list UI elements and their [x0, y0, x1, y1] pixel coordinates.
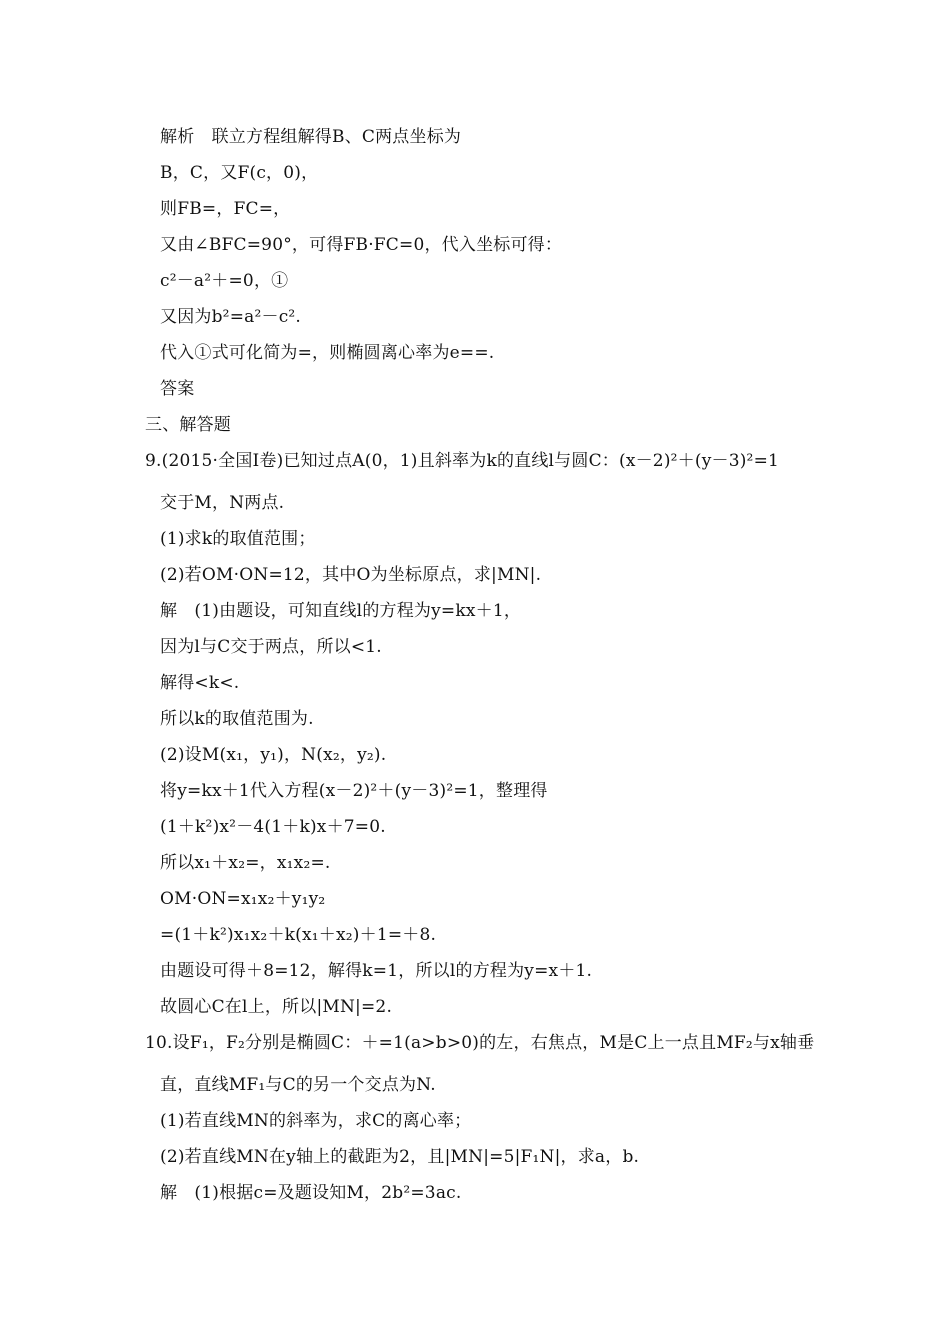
problem-9-statement-1: 9.(2015·全国Ⅰ卷)已知过点A(0，1)且斜率为k的直线l与圆C：(x－2)²＋(y－3)²=1 [145, 451, 780, 471]
problem-9-statement-2: 交于M，N两点. [160, 493, 285, 513]
analysis-line-2: B，C，又F(c，0)， [160, 163, 319, 183]
solution-10-line-1: 解 (1)根据c=及题设知M，2b²=3ac. [160, 1183, 462, 1203]
solution-9-line-10: =(1＋k²)x₁x₂＋k(x₁＋x₂)＋1=＋8. [160, 925, 437, 945]
analysis-line-7: 代入①式可化简为=，则椭圆离心率为e==. [160, 343, 495, 363]
solution-9-line-3: 解得<k<. [160, 673, 240, 693]
problem-10-statement-2: 直，直线MF₁与C的另一个交点为N. [160, 1075, 436, 1095]
analysis-line-5: c²－a²＋=0，① [160, 271, 289, 291]
solution-9-line-12: 故圆心C在l上，所以|MN|=2. [160, 997, 393, 1017]
problem-9-part-2: (2)若OM·ON=12，其中O为坐标原点，求|MN|. [160, 565, 542, 585]
problem-10-part-1: (1)若直线MN的斜率为，求C的离心率； [160, 1111, 472, 1131]
solution-9-line-5: (2)设M(x₁，y₁)，N(x₂，y₂). [160, 745, 387, 765]
analysis-line-3: 则FB=，FC=， [160, 199, 291, 219]
solution-9-line-2: 因为l与C交于两点，所以<1. [160, 637, 382, 657]
solution-9-line-6: 将y=kx＋1代入方程(x－2)²＋(y－3)²=1，整理得 [160, 781, 548, 801]
problem-9-part-1: (1)求k的取值范围； [160, 529, 316, 549]
problem-10-statement-1: 10.设F₁，F₂分别是椭圆C：＋=1(a>b>0)的左，右焦点，M是C上一点且MF₂与x轴垂 [145, 1033, 815, 1053]
analysis-line-6: 又因为b²=a²－c². [160, 307, 302, 327]
solution-9-line-9: OM·ON=x₁x₂＋y₁y₂ [160, 889, 326, 909]
solution-9-line-7: (1＋k²)x²－4(1＋k)x＋7=0. [160, 817, 386, 837]
analysis-line-4: 又由∠BFC=90°，可得FB·FC=0，代入坐标可得： [160, 235, 563, 255]
solution-9-line-1: 解 (1)由题设，可知直线l的方程为y=kx＋1， [160, 601, 522, 621]
solution-9-line-4: 所以k的取值范围为. [160, 709, 314, 729]
solution-9-line-11: 由题设可得＋8=12，解得k=1，所以l的方程为y=x＋1. [160, 961, 593, 981]
analysis-line-1: 解析 联立方程组解得B、C两点坐标为 [160, 127, 462, 147]
section-heading: 三、解答题 [145, 415, 231, 435]
solution-9-line-8: 所以x₁＋x₂=，x₁x₂=. [160, 853, 331, 873]
answer-label: 答案 [160, 379, 195, 399]
problem-10-part-2: (2)若直线MN在y轴上的截距为2，且|MN|=5|F₁N|，求a，b. [160, 1147, 640, 1167]
